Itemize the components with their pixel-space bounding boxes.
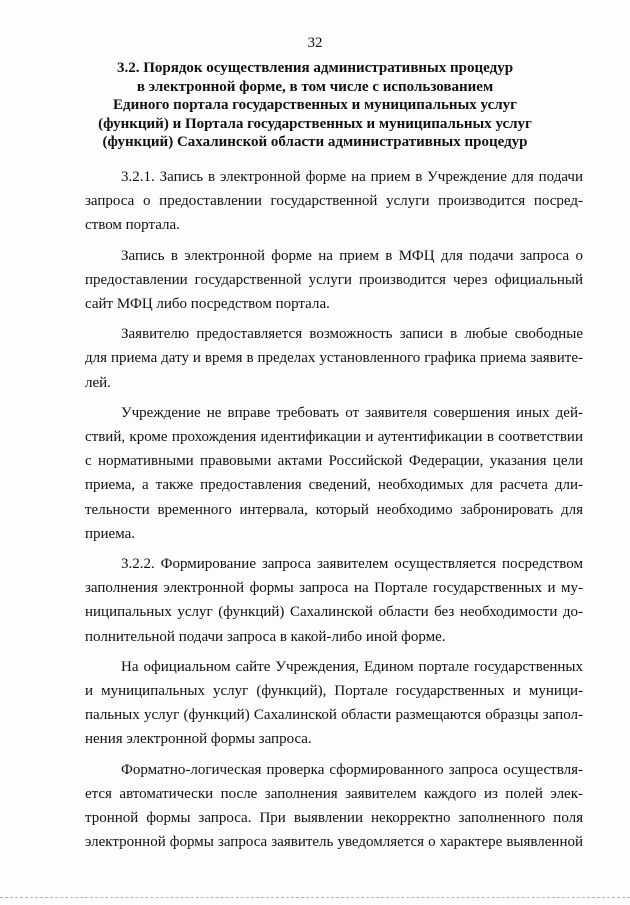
paragraph-mfc-booking	[85, 244, 583, 317]
heading-line: Единого портала государственных и муниципальных услуг	[113, 97, 517, 114]
text-line: Форматно-логическая проверка сформированного запроса осуществля-	[121, 761, 583, 778]
text-line: электронной формы запроса заявитель уведомляется о характере выявленной	[85, 834, 583, 851]
paragraph-form-samples	[85, 655, 583, 752]
text-line: 3.2.2. Формирование запроса заявителем осуществляется посредством	[121, 556, 583, 573]
paragraph-format-check	[85, 758, 583, 855]
text-line: приема.	[85, 525, 136, 542]
text-line: ется автоматически после заполнения заявителем каждого из полей элек-	[85, 785, 583, 802]
heading-line: (функций) и Портала государственных и муниципальных услуг	[98, 115, 532, 132]
text-line: нения электронной формы запроса.	[85, 731, 312, 748]
section-heading	[60, 59, 570, 152]
document-body	[85, 165, 583, 854]
text-line: заполнения электронной формы запроса на Портале государственных и му-	[85, 580, 583, 597]
text-line: запроса о предоставлении государственной услуги производится посред-	[85, 193, 583, 210]
text-line: лей.	[85, 374, 111, 391]
page-number: 32	[307, 35, 323, 51]
text-line: и муниципальных услуг (функций), Портале государственных и муници-	[85, 683, 583, 700]
text-line: сайт МФЦ либо посредством портала.	[85, 296, 330, 313]
text-line: с нормативными правовыми актами Российской Федерации, указания цели	[85, 453, 583, 470]
text-line: 3.2.1. Запись в электронной форме на прием в Учреждение для подачи	[121, 169, 583, 185]
paragraph-3-2-2	[85, 552, 583, 649]
text-line: Заявителю предоставляется возможность записи в любые свободные	[121, 326, 583, 343]
text-line: Учреждение не вправе требовать от заявителя совершения иных дей-	[121, 404, 583, 421]
text-line: пальных услуг (функций) Сахалинской области размещаются образцы запол-	[85, 707, 583, 724]
text-line: Запись в электронной форме на прием в МФЦ для подачи запроса о	[121, 247, 583, 264]
text-line: ниципальных услуг (функций) Сахалинской области без необходимости до-	[85, 604, 583, 621]
page-bottom-edge	[0, 897, 630, 898]
text-line: На официальном сайте Учреждения, Едином портале государственных	[121, 658, 583, 675]
heading-line: 3.2. Порядок осуществления административных процедур	[116, 60, 514, 76]
paragraph-3-2-1	[85, 165, 583, 238]
heading-line: (функций) Сахалинской области административных процедур	[102, 134, 528, 151]
text-line: для приема дату и время в пределах установленного графика приема заявите-	[85, 350, 583, 367]
text-line: ством портала.	[85, 217, 180, 234]
text-line: полнительной подачи запроса в какой-либо иной форме.	[85, 628, 446, 645]
text-line: тронной формы запроса. При выявлении некорректно заполненного поля	[85, 810, 583, 827]
text-line: тельности временного интервала, который необходимо забронировать для	[85, 501, 583, 518]
paragraph-institution-restrictions	[85, 401, 583, 546]
paragraph-applicant-slots	[85, 322, 583, 395]
heading-line: в электронной форме, в том числе с использованием	[136, 78, 494, 95]
text-line: ствий, кроме прохождения идентификации и аутентификации в соответствии	[85, 429, 583, 446]
text-line: приема, а также предоставления сведений, необходимых для расчета дли-	[85, 477, 583, 494]
text-line: предоставлении государственной услуги производится через официальный	[85, 271, 583, 288]
